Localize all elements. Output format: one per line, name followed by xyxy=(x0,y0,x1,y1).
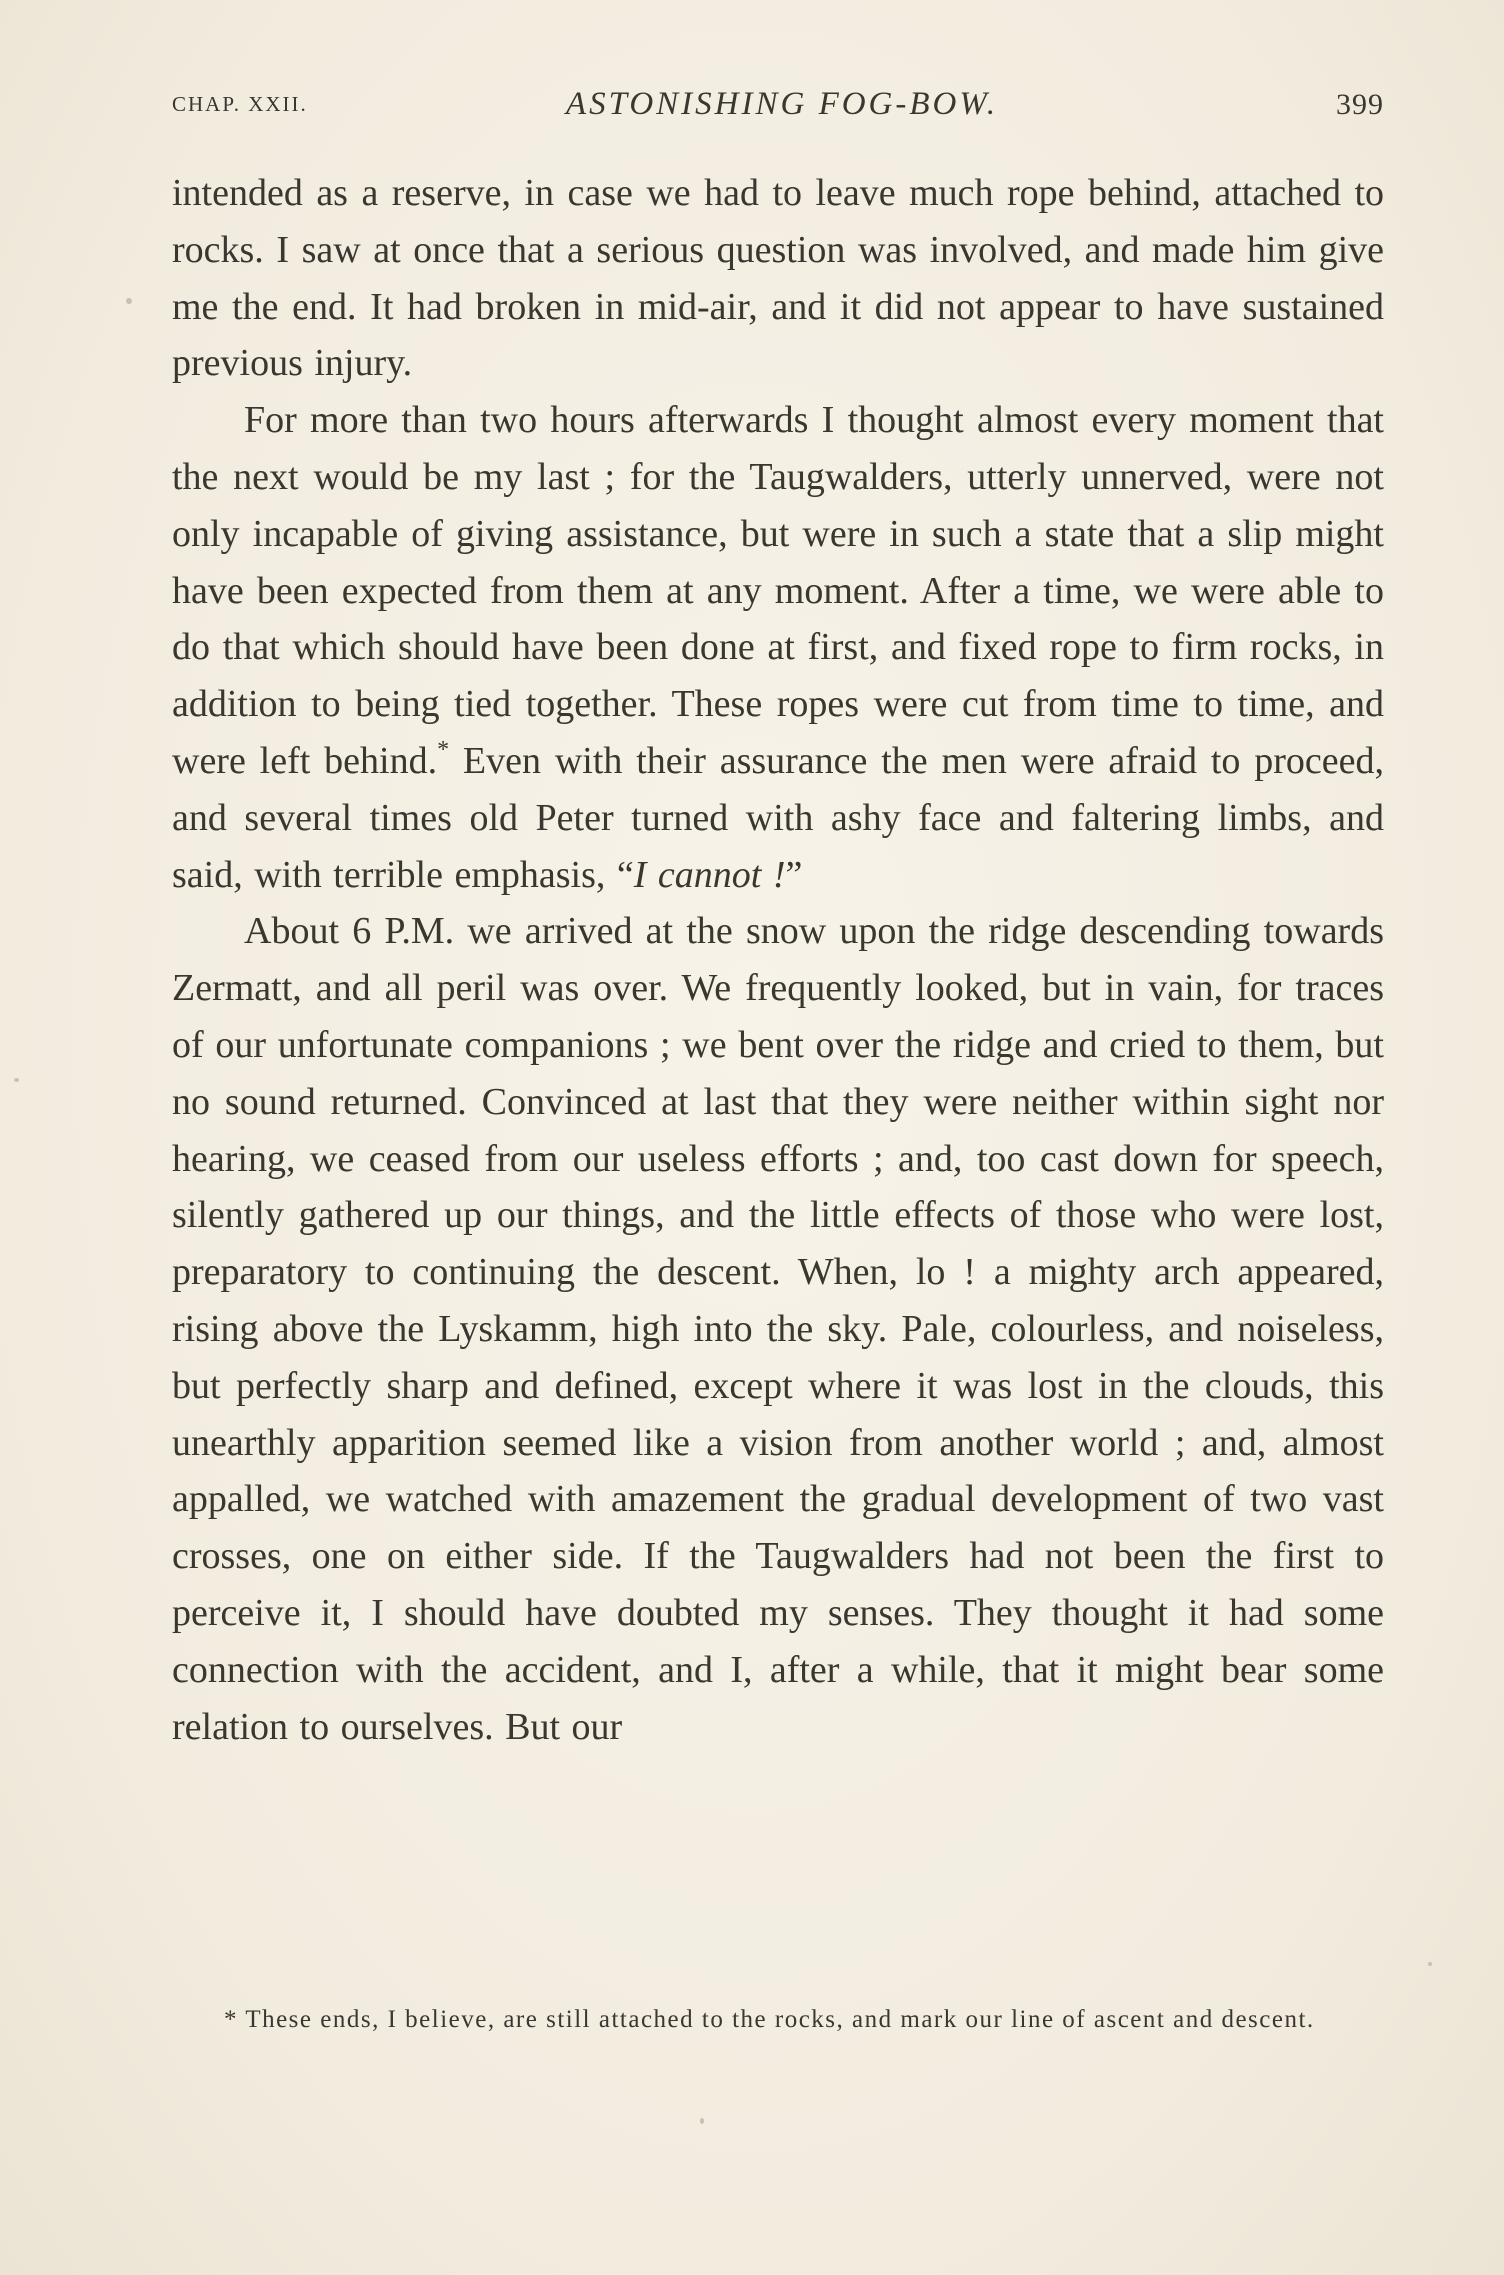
footnote-reference[interactable]: * xyxy=(437,736,450,763)
paragraph-3-text: About 6 P.M. we arrived at the snow upon the ridge descending towards Zermatt, and all peril was over. We frequently looked, but in vain, for traces of our unfortunate companions ; we bent over the ridge and cried to them, but no sound returned. Convinced at last that they were neither within sight nor hearing, we ceased from our useless efforts ; and, too cast down for speech, silently gathered up our things, and the little effects of those who were lost, preparatory to continuing the descent. When, lo ! a mighty arch appeared, rising above the Lyskamm, high into the sky. Pale, colourless, and noiseless, but perfectly sharp and defined, except where it was lost in the clouds, this unearthly apparition seemed like a vision from another world ; and, almost appalled, we watched with amazement the gradual development of two vast crosses, one on either side. If the Taugwalders had not been the first to perceive it, I should have doubted my senses. They thought it had some connection with the accident, and I, after a while, that it might bear some relation to ourselves. But our xyxy=(172,910,1384,1748)
closing-quote: ” xyxy=(785,853,803,896)
page-number: 399 xyxy=(1336,88,1384,121)
footnote xyxy=(172,1997,1384,2043)
paragraph-1 xyxy=(172,165,1384,392)
page-title: ASTONISHING FOG-BOW. xyxy=(565,86,999,122)
italic-quote: I cannot ! xyxy=(633,853,786,896)
paper-speck xyxy=(14,1078,19,1082)
paper-speck xyxy=(126,298,132,304)
paragraph-2-text-continued: Even with their assurance the men were afraid to proceed, and several times old Peter turned with ashy face and faltering limbs, and said, with terrible emphasis, “ xyxy=(172,739,1385,896)
paragraph-3 xyxy=(172,903,1384,1755)
footnote-mark: * xyxy=(224,2006,238,2033)
paragraph-1-text: intended as a reserve, in case we had to leave much rope behind, attached to rocks. I saw at once that a serious question was involved, and made him give me the end. It had broken in mid-air, and it did not appear to have sustained previous injury. xyxy=(172,172,1384,385)
paper-speck xyxy=(1428,1962,1432,1966)
paper-speck xyxy=(700,2118,704,2124)
paragraph-2-text: For more than two hours afterwards I thought almost every moment that the next would be my last ; for the Taugwalders, utterly unnerved, were not only incapable of giving assistance, but were in such a state that a slip might have been expected from them at any moment. After a time, we were able to do that which should have been done at first, and fixed rope to firm rocks, in addition to being tied together. These ropes were cut from time to time, and were left behind. xyxy=(172,399,1384,782)
footnote-text: These ends, I believe, are still attached to the rocks, and mark our line of ascent and descent. xyxy=(245,2006,1315,2033)
paragraph-2 xyxy=(172,392,1384,903)
footnote-body xyxy=(172,1997,1384,2043)
running-head xyxy=(172,86,1392,126)
body-text xyxy=(172,165,1384,1755)
chapter-label: CHAP. XXII. xyxy=(172,92,308,116)
